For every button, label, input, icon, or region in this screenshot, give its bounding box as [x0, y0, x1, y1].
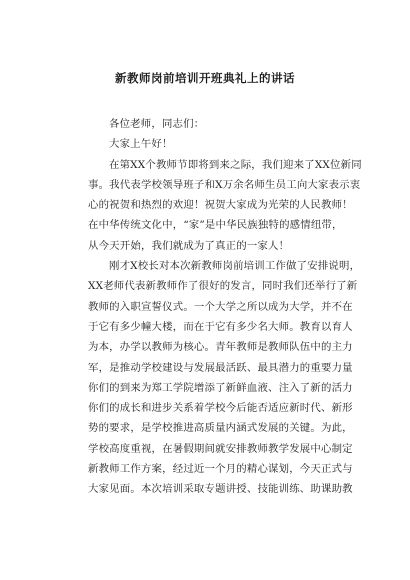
paragraph-line: 于它有多少幢大楼，而在于它有多少名大师。教育以育人 [88, 320, 353, 333]
paragraph-line: 势的要求，是学校推进高质量内涵式发展的关键。为此， [88, 422, 353, 435]
paragraph-line: XX老师代表新教师作了很好的发言，同时我们还举行了新 [88, 280, 358, 293]
paragraph-line: 你们的成长和进步关系着学校今后能否适应新时代、新形 [88, 402, 353, 415]
paragraph-line: 事。我代表学校领导班子和X万余名师生员工向大家表示衷 [88, 178, 361, 191]
paragraph-line: 为本，办学以教师为核心。青年教师是教师队伍中的主力 [88, 341, 353, 354]
document-title: 新教师岗前培训开班典礼上的讲话 [115, 71, 295, 85]
paragraph-line: 学校高度重视，在暑假期间就安排教师教学发展中心制定 [88, 442, 353, 455]
paragraph-line: 军，是推动学校建设与发展最活跃、最具潜力的重要力量 [88, 361, 353, 374]
paragraph-line: 你们的到来为郑工学院增添了新鲜血液、注入了新的活力 [88, 381, 353, 394]
paragraph-line: 教师的入职宣誓仪式。一个大学之所以成为大学，并不在 [88, 300, 353, 313]
paragraph-line: 在第XX个教师节即将到来之际，我们迎来了XX位新同 [109, 158, 362, 171]
paragraph-line: 在中华传统文化中，“家”是中华民族独特的感情纽带， [88, 219, 343, 232]
greeting-line: 大家上午好！ [109, 138, 173, 151]
paragraph-line: 刚才X校长对本次新教师岗前培训工作做了安排说明， [109, 260, 361, 273]
document-body [88, 114, 362, 500]
paragraph-line: 从今天开始，我们就成为了真正的一家人！ [88, 239, 290, 252]
paragraph-line: 新教师工作方案，经过近一个月的精心谋划，今天正式与 [88, 463, 353, 476]
paragraph-line: 大家见面。本次培训采取专题讲授、技能训练、助课助教 [88, 483, 353, 496]
paragraph-line: 心的祝贺和热烈的欢迎！祝贺大家成为光荣的人民教师！ [88, 199, 353, 212]
salutation-line: 各位老师，同志们： [109, 118, 205, 130]
